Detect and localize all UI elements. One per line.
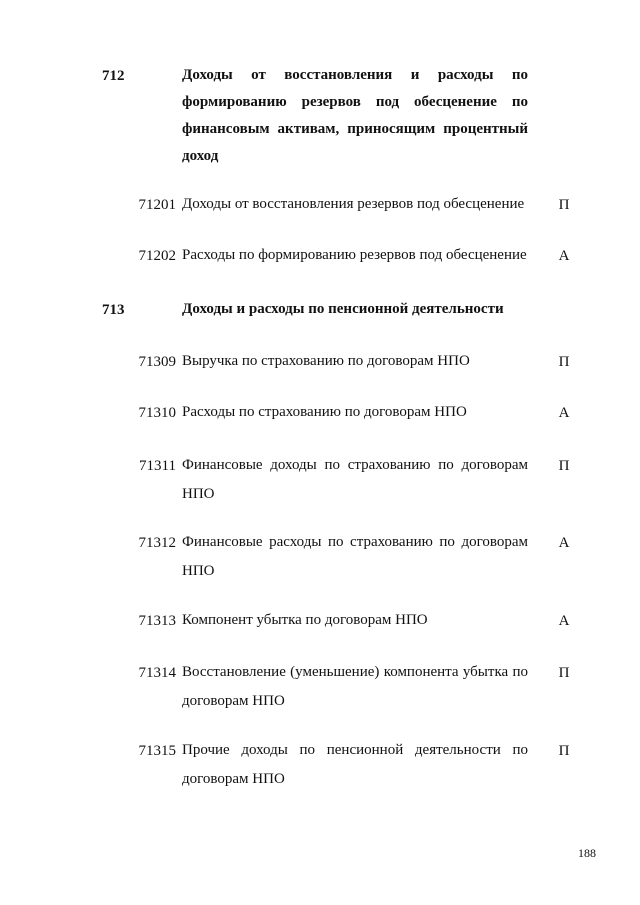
- account-name: Компонент убытка по договорам НПО: [182, 612, 428, 628]
- account-sign: П: [558, 743, 570, 759]
- account-code: 71312: [138, 535, 176, 551]
- account-name: Прочие доходы по пенсионной деятельности по договорам НПО: [182, 742, 528, 787]
- account-sign: А: [558, 405, 570, 421]
- section-title: Доходы от восстановления и расходы по формированию резервов под обесценение по финансовым активам, приносящим процентный доход: [182, 67, 528, 164]
- page-number: 188: [578, 846, 596, 860]
- account-code: 71313: [138, 613, 176, 629]
- account-sign: А: [558, 248, 570, 264]
- account-sign: А: [558, 613, 570, 629]
- section-title: Доходы и расходы по пенсионной деятельности: [182, 301, 504, 317]
- account-code: 71311: [139, 458, 176, 474]
- account-name: Финансовые расходы по страхованию по договорам НПО: [182, 534, 528, 579]
- account-sign: П: [558, 354, 570, 370]
- account-name: Расходы по страхованию по договорам НПО: [182, 404, 467, 420]
- account-name: Расходы по формированию резервов под обесценение: [182, 247, 527, 263]
- account-sign: П: [558, 197, 570, 213]
- section-code: 712: [102, 68, 125, 84]
- account-sign: П: [558, 458, 570, 474]
- account-name: Финансовые доходы по страхованию по договорам НПО: [182, 457, 528, 502]
- account-code: 71201: [138, 197, 176, 213]
- account-code: 71310: [138, 405, 176, 421]
- account-name: Доходы от восстановления резервов под обесценение: [182, 196, 525, 212]
- account-code: 71202: [138, 248, 176, 264]
- account-name: Выручка по страхованию по договорам НПО: [182, 353, 470, 369]
- account-code: 71309: [138, 354, 176, 370]
- section-code: 713: [102, 302, 125, 318]
- account-sign: П: [558, 665, 570, 681]
- account-code: 71315: [138, 743, 176, 759]
- account-name: Восстановление (уменьшение) компонента убытка по договорам НПО: [182, 664, 528, 709]
- account-code: 71314: [138, 665, 176, 681]
- account-sign: А: [558, 535, 570, 551]
